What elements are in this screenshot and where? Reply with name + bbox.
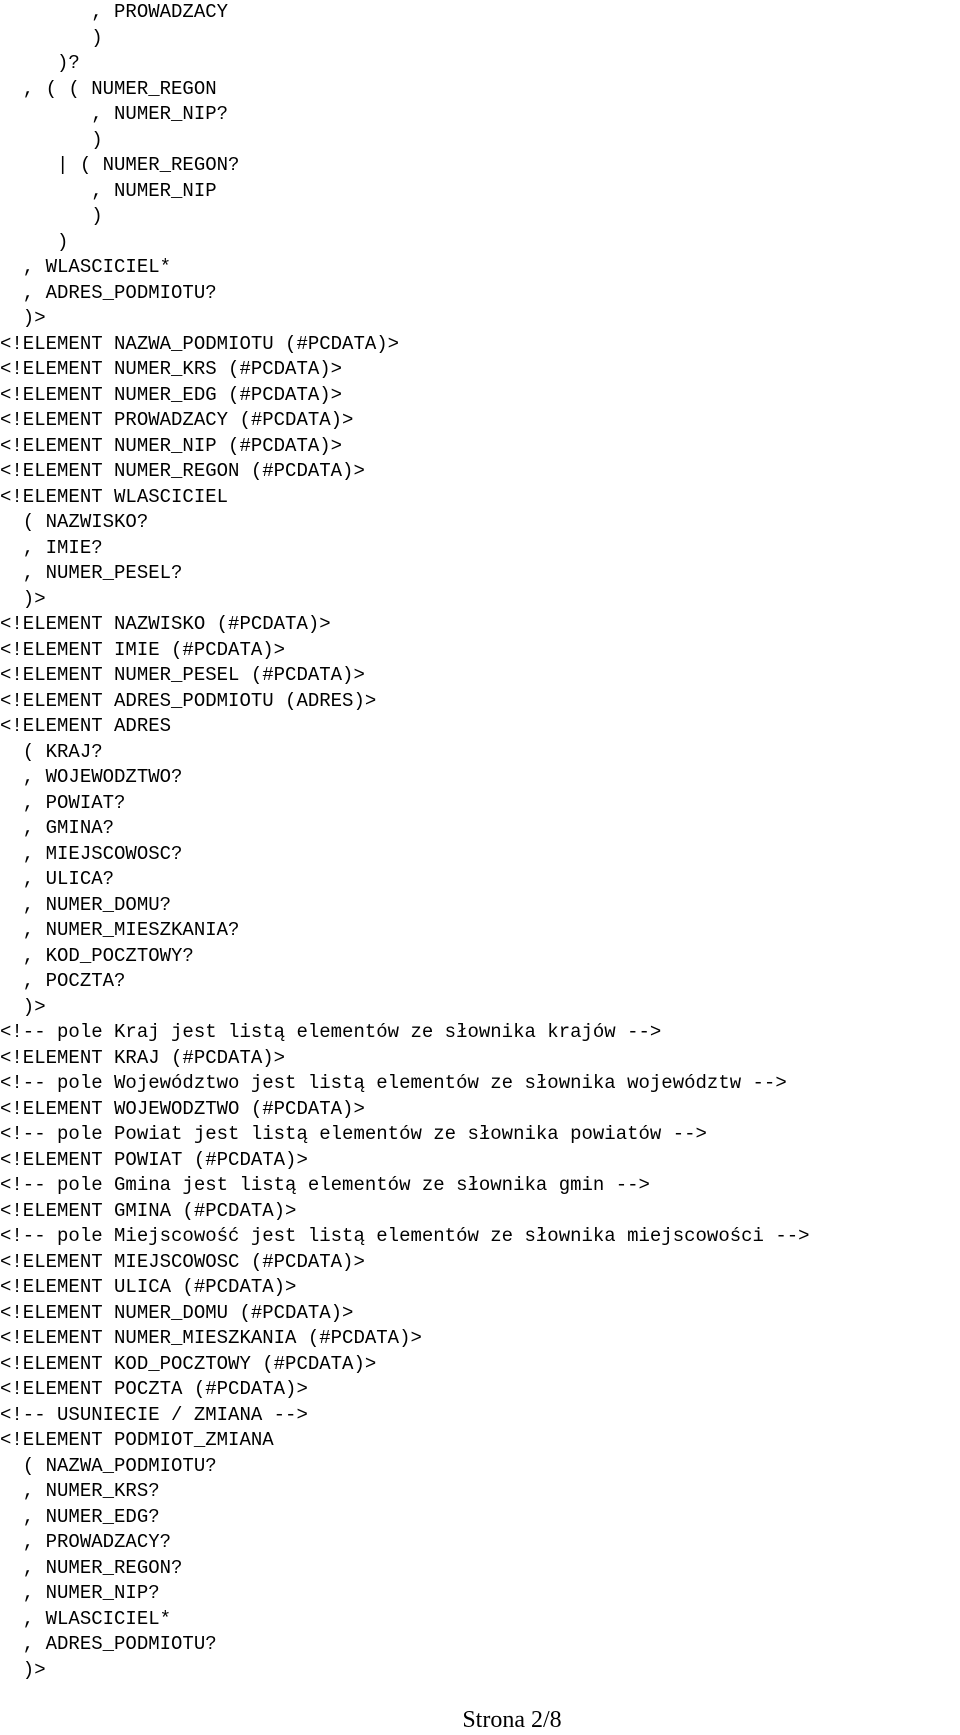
- code-line: , POWIAT?: [0, 791, 126, 814]
- code-comment-line: <!-- pole Gmina jest listą elementów ze słownika gmin -->: [0, 1174, 650, 1196]
- code-line: , NUMER_NIP?: [0, 103, 229, 125]
- code-line: )>: [0, 995, 46, 1018]
- code-line: <!ELEMENT NUMER_NIP (#PCDATA)>: [0, 434, 343, 457]
- code-comment-line: <!-- pole Województwo jest listą elementów ze słownika województw -->: [0, 1072, 787, 1094]
- code-comment-line: <!-- pole Miejscowość jest listą elementów ze słownika miejscowości -->: [0, 1225, 810, 1247]
- code-line: , ( ( NUMER_REGON: [0, 77, 217, 100]
- code-line: , NUMER_PESEL?: [0, 562, 183, 584]
- code-line: )>: [0, 587, 46, 610]
- code-line: ): [0, 26, 103, 49]
- code-line: <!ELEMENT MIEJSCOWOSC (#PCDATA)>: [0, 1250, 365, 1273]
- code-line: <!ELEMENT PODMIOT_ZMIANA: [0, 1429, 274, 1451]
- code-line: , PROWADZACY?: [0, 1531, 172, 1553]
- code-line: , KOD_POCZTOWY?: [0, 944, 194, 967]
- code-line: ( NAZWA_PODMIOTU?: [0, 1454, 217, 1477]
- code-line: <!ELEMENT NUMER_KRS (#PCDATA)>: [0, 358, 343, 380]
- code-line: , ADRES_PODMIOTU?: [0, 1633, 217, 1655]
- code-line: )>: [0, 1658, 46, 1681]
- code-line: , PROWADZACY: [0, 1, 229, 23]
- code-line: , WLASCICIEL*: [0, 256, 172, 278]
- code-line: , MIEJSCOWOSC?: [0, 842, 183, 865]
- code-line: <!ELEMENT IMIE (#PCDATA)>: [0, 638, 286, 661]
- code-line: <!ELEMENT ULICA (#PCDATA)>: [0, 1276, 297, 1298]
- code-line: <!ELEMENT NAZWISKO (#PCDATA)>: [0, 613, 331, 635]
- code-line: ( KRAJ?: [0, 740, 103, 763]
- code-line: <!ELEMENT ADRES: [0, 715, 172, 737]
- code-line: <!ELEMENT POWIAT (#PCDATA)>: [0, 1148, 308, 1171]
- code-line: <!ELEMENT NAZWA_PODMIOTU (#PCDATA)>: [0, 332, 400, 355]
- page-number: Strona 2/8: [462, 1707, 562, 1733]
- code-line: <!ELEMENT ADRES_PODMIOTU (ADRES)>: [0, 689, 377, 712]
- code-line: , NUMER_NIP?: [0, 1582, 160, 1604]
- code-line: <!ELEMENT NUMER_EDG (#PCDATA)>: [0, 383, 343, 406]
- code-line: , NUMER_MIESZKANIA?: [0, 919, 240, 941]
- code-line: , POCZTA?: [0, 970, 126, 992]
- code-line: <!ELEMENT NUMER_MIESZKANIA (#PCDATA)>: [0, 1327, 422, 1349]
- code-comment-line: <!-- pole Powiat jest listą elementów ze słownika powiatów -->: [0, 1123, 707, 1145]
- code-line: )?: [0, 52, 80, 74]
- code-line: <!ELEMENT WOJEWODZTWO (#PCDATA)>: [0, 1097, 365, 1120]
- code-line: , NUMER_DOMU?: [0, 893, 172, 916]
- code-line: , WLASCICIEL*: [0, 1607, 172, 1630]
- code-comment-line: <!-- USUNIECIE / ZMIANA -->: [0, 1403, 308, 1426]
- code-line: , ULICA?: [0, 868, 115, 890]
- code-line: , NUMER_KRS?: [0, 1480, 160, 1502]
- code-line: <!ELEMENT POCZTA (#PCDATA)>: [0, 1378, 308, 1400]
- code-line: , ADRES_PODMIOTU?: [0, 281, 217, 304]
- code-line: , NUMER_NIP: [0, 179, 217, 202]
- code-line: )>: [0, 307, 46, 329]
- code-line: ): [0, 205, 103, 227]
- code-line: <!ELEMENT KRAJ (#PCDATA)>: [0, 1046, 286, 1069]
- code-comment-line: <!-- pole Kraj jest listą elementów ze słownika krajów -->: [0, 1021, 662, 1043]
- code-line: <!ELEMENT WLASCICIEL: [0, 485, 229, 508]
- code-line: <!ELEMENT NUMER_DOMU (#PCDATA)>: [0, 1301, 354, 1324]
- code-line: <!ELEMENT NUMER_REGON (#PCDATA)>: [0, 460, 365, 482]
- code-line: <!ELEMENT PROWADZACY (#PCDATA)>: [0, 409, 354, 431]
- code-line: , IMIE?: [0, 536, 103, 559]
- code-line: ): [0, 230, 69, 253]
- code-line: ): [0, 128, 103, 151]
- code-line: , WOJEWODZTWO?: [0, 766, 183, 788]
- code-line: | ( NUMER_REGON?: [0, 154, 240, 176]
- code-line: , GMINA?: [0, 817, 115, 839]
- code-line: , NUMER_EDG?: [0, 1505, 160, 1528]
- code-line: <!ELEMENT KOD_POCZTOWY (#PCDATA)>: [0, 1352, 377, 1375]
- code-line: , NUMER_REGON?: [0, 1556, 183, 1579]
- code-line: ( NAZWISKO?: [0, 511, 149, 533]
- code-line: <!ELEMENT GMINA (#PCDATA)>: [0, 1199, 297, 1222]
- code-line: <!ELEMENT NUMER_PESEL (#PCDATA)>: [0, 664, 365, 686]
